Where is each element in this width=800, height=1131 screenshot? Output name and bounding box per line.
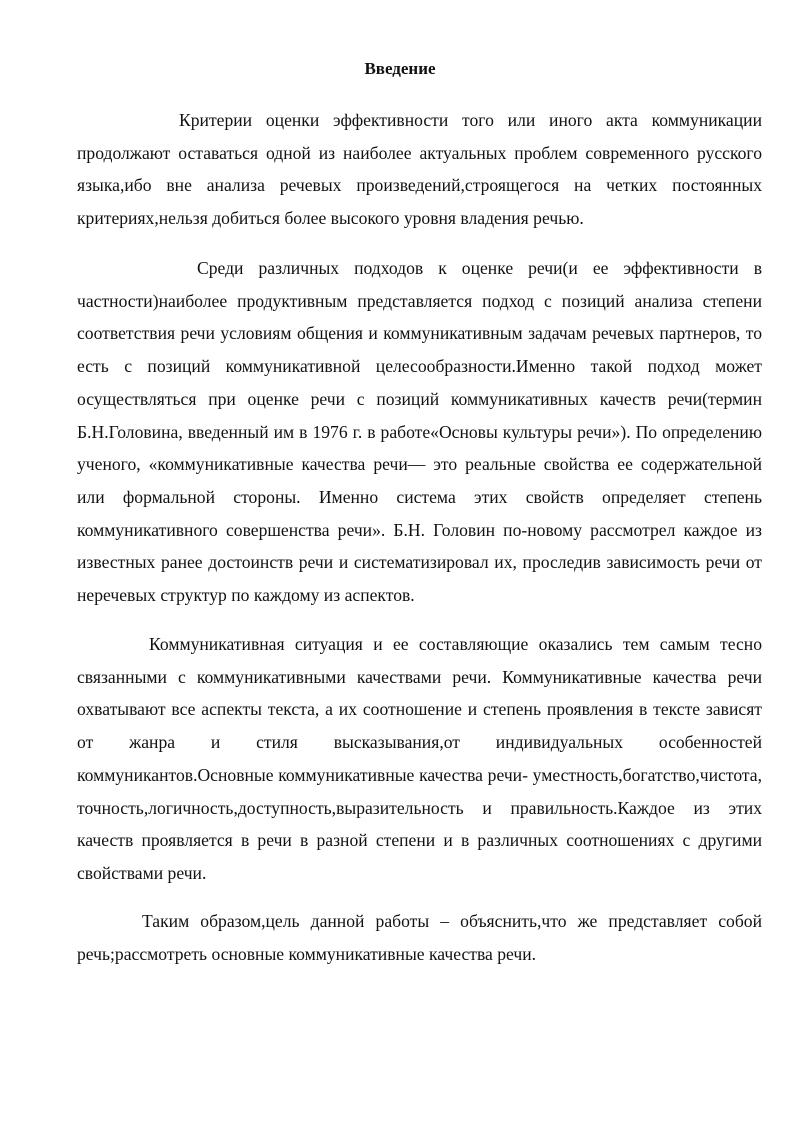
paragraph-1: Критерии оценки эффективности того или иного акта коммуникации продолжают оставаться одной из наиболее актуальных проблем современного русского языка,ибо вне анализа речевых произведений,строящегося на четких постоянных критериях,нельзя добиться более высокого уровня владения речью. xyxy=(77,110,762,229)
paragraph-3: Коммуникативная ситуация и ее составляющие оказались тем самым тесно связанными с коммуникативными качествами речи. Коммуникативные качества речи охватывают все аспекты текста, а их соотношение и степень проявления в тексте зависят от жанра и стиля высказывания,от индивидуальных особенностей коммуникантов.Основные коммуникативные качества речи- уместность,богатство,чистота, точность,логичность,доступность,выразительность и правильность.Каждое из этих качеств проявляется в речи в разной степени и в различных соотношениях с другими свойствами речи. xyxy=(77,634,762,883)
page-title: Введение xyxy=(364,59,436,78)
paragraph-4: Таким образом,цель данной работы – объяснить,что же представляет собой речь;рассмотреть основные коммуникативные качества речи. xyxy=(77,911,762,964)
paragraph-2: Среди различных подходов к оценке речи(и ее эффективности в частности)наиболее продуктивным представляется подход с позиций анализа степени соответствия речи условиям общения и коммуникативным задачам речевых партнеров, то есть с позиций коммуникативной целесообразности.Именно такой подход может осуществляться при оценке речи с позиций коммуникативных качеств речи(термин Б.Н.Головина, введенный им в 1976 г. в работе«Основы культуры речи»). По определению ученого, «коммуникативные качества речи— это реальные свойства ее содержательной или формальной стороны. Именно система этих свойств определяет степень коммуникативного совершенства речи». Б.Н. Головин по-новому рассмотрел каждое из известных ранее достоинств речи и систематизировал их, проследив зависимость речи от неречевых структур по каждому из аспектов. xyxy=(77,258,762,606)
